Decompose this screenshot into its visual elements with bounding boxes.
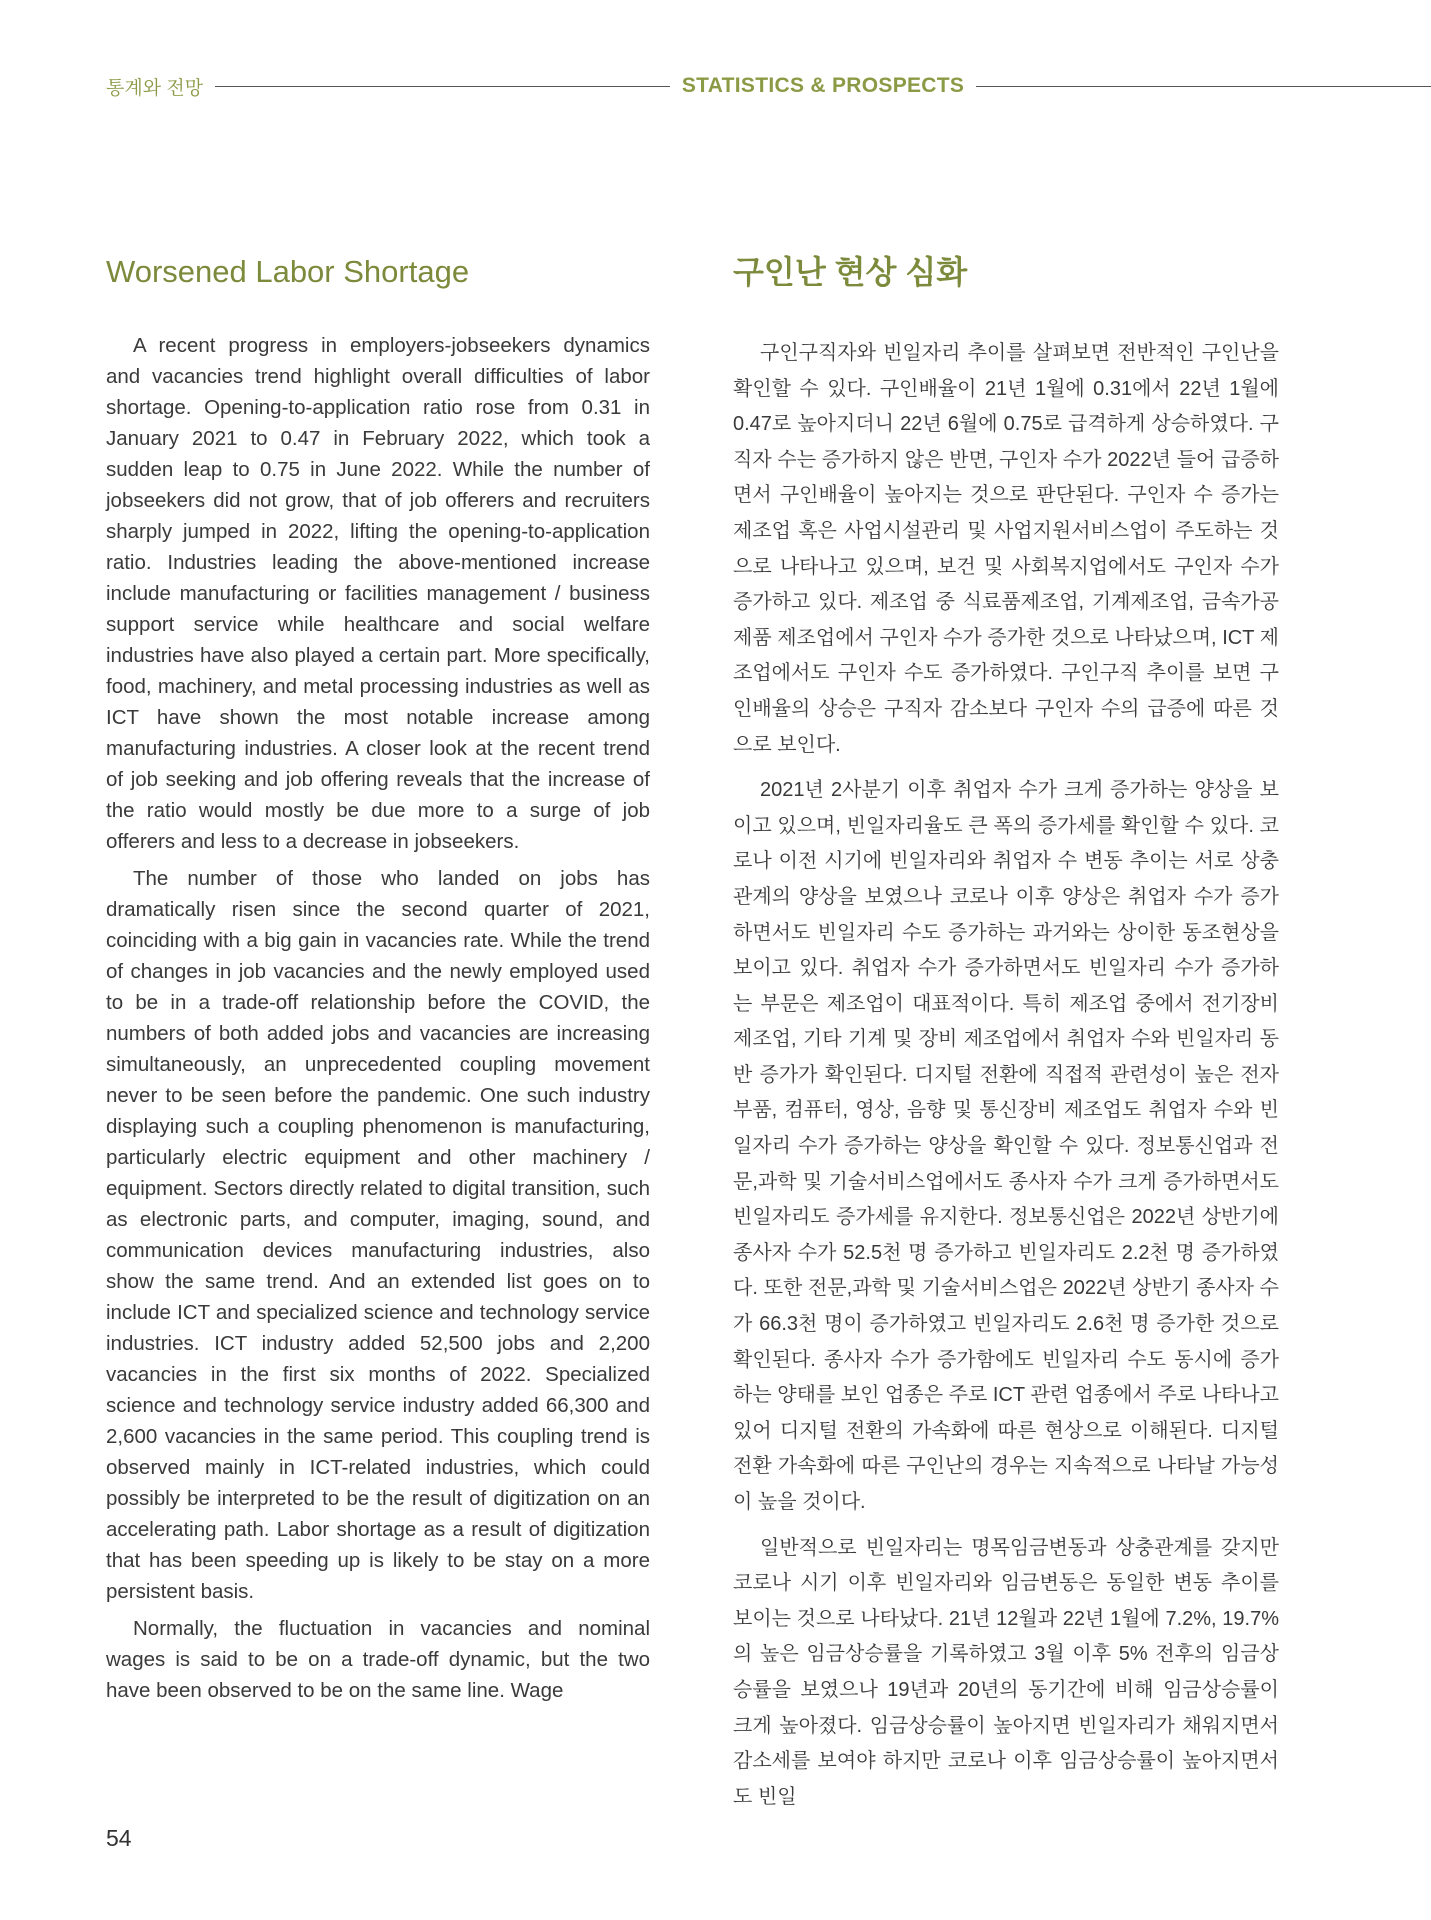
korean-paragraph-2: 2021년 2사분기 이후 취업자 수가 크게 증가하는 양상을 보이고 있으며, 빈일자리율도 큰 폭의 증가세를 확인할 수 있다. 코로나 이전 시기에 빈일자리와 취업자 수 변동 추이는 서로 상충관계의 양상을 보였으나 코로나 이후 양상은 취업자 수가 증가하면서도 빈일자리 수도 증가하는 과거와는 상이한 동조현상을 보이고 있다. 취업자 수가 증가하면서도 빈일자리 수가 증가하는 부문은 제조업이 대표적이다. 특히 제조업 중에서 전기장비 제조업, 기타 기계 및 장비 제조업에서 취업자 수와 빈일자리 동반 증가가 확인된다. 디지털 전환에 직접적 관련성이 높은 전자부품, 컴퓨터, 영상, 음향 및 통신장비 제조업도 취업자 수와 빈일자리 수가 증가하는 양상을 확인할 수 있다. 정보통신업과 전문,과학 및 기술서비스업에서도 종사자 수가 크게 증가하면서도 빈일자리도 증가세를 유지한다. 정보통신업은 2022년 상반기에 종사자 수가 52.5천 명 증가하고 빈일자리도 2.2천 명 증가하였다. 또한 전문,과학 및 기술서비스업은 2022년 상반기 종사자 수가 66.3천 명이 증가하였고 빈일자리도 2.6천 명 증가한 것으로 확인된다. 종사자 수가 증가함에도 빈일자리 수도 동시에 증가하는 양태를 보인 업종은 주로 ICT 관련 업종에서 주로 나타나고 있어 디지털 전환의 가속화에 따른 현상으로 이해된다. 디지털 전환 가속화에 따른 구인난의 경우는 지속적으로 나타날 가능성이 높을 것이다. [733,779,1279,1513]
header-divider-right [976,86,1431,87]
english-body [106,330,650,1706]
english-section-title: Worsened Labor Shortage [106,254,470,289]
korean-column [733,250,1279,1825]
english-column [106,250,650,1712]
korean-paragraph-3: 일반적으로 빈일자리는 명목임금변동과 상충관계를 갖지만 코로나 시기 이후 빈일자리와 임금변동은 동일한 변동 추이를 보이는 것으로 나타났다. 21년 12월과 22년 1월에 7.2%, 19.7%의 높은 임금상승률을 기록하였고 3월 이후 5% 전후의 임금상승률을 보였으나 19년과 20년의 동기간에 비해 임금상승률이 크게 높아졌다. 임금상승률이 높아지면 빈일자리가 채워지면서 감소세를 보여야 하지만 코로나 이후 임금상승률이 높아지면서도 빈일 [733,1536,1279,1808]
english-paragraph-1: A recent progress in employers-jobseekers dynamics and vacancies trend highlight overall difficulties of labor shortage. Opening-to-application ratio rose from 0.31 in January 2021 to 0.47 in February 2022, which took a sudden leap to 0.75 in June 2022. While the number of jobseekers did not grow, that of job offerers and recruiters sharply jumped in 2022, lifting the opening-to-application ratio. Industries leading the above-mentioned increase include manufacturing or facilities management / business support service while healthcare and social welfare industries have also played a certain part. More specifically, food, machinery, and metal processing industries as well as ICT have shown the most notable increase among manufacturing industries. A closer look at the recent trend of job seeking and job offering reveals that the increase of the ratio would mostly be due more to a surge of job offerers and less to a decrease in jobseekers. [106,334,650,853]
page-number: 54 [106,1825,132,1851]
korean-body [733,336,1279,1815]
korean-section-title: 구인난 현상 심화 [733,254,968,290]
english-paragraph-2: The number of those who landed on jobs has dramatically risen since the second quarter of 2021, coinciding with a big gain in vacancies rate. While the trend of changes in job vacancies and the newly employed used to be in a trade-off relationship before the COVID, the numbers of both added jobs and vacancies are increasing simultaneously, an unprecedented coupling movement never to be seen before the pandemic. One such industry displaying such a coupling phenomenon is manufacturing, particularly electric equipment and other machinery / equipment. Sectors directly related to digital transition, such as electronic parts, and computer, imaging, sound, and communication devices manufacturing industries, also show the same trend. And an extended list goes on to include ICT and specialized science and technology service industries. ICT industry added 52,500 jobs and 2,200 vacancies in the first six months of 2022. Specialized science and technology service industry added 66,300 and 2,600 vacancies in the same period. This coupling trend is observed mainly in ICT-related industries, which could possibly be interpreted to be the result of digitization on an accelerating path. Labor shortage as a result of digitization that has been speeding up is likely to be stay on a more persistent basis. [106,867,650,1603]
header-divider-left [215,86,670,87]
running-header [106,72,1431,100]
header-section-korean: 통계와 전망 [106,77,204,99]
english-paragraph-3: Normally, the fluctuation in vacancies and nominal wages is said to be on a trade-off dynamic, but the two have been observed to be on the same line. Wage [106,1617,650,1702]
header-section-english: STATISTICS & PROSPECTS [681,74,965,97]
korean-paragraph-1: 구인구직자와 빈일자리 추이를 살펴보면 전반적인 구인난을 확인할 수 있다. 구인배율이 21년 1월에 0.31에서 22년 1월에 0.47로 높아지더니 22년 6월에 0.75로 급격하게 상승하였다. 구직자 수는 증가하지 않은 반면, 구인자 수가 2022년 들어 급증하면서 구인배율이 높아지는 것으로 판단된다. 구인자 수 증가는 제조업 혹은 사업시설관리 및 사업지원서비스업이 주도하는 것으로 나타나고 있으며, 보건 및 사회복지업에서도 구인자 수가 증가하고 있다. 제조업 중 식료품제조업, 기계제조업, 금속가공제품 제조업에서 구인자 수가 증가한 것으로 나타났으며, ICT 제조업에서도 구인자 수도 증가하였다. 구인구직 추이를 보면 구인배율의 상승은 구직자 감소보다 구인자 수의 급증에 따른 것으로 보인다. [733,342,1279,756]
